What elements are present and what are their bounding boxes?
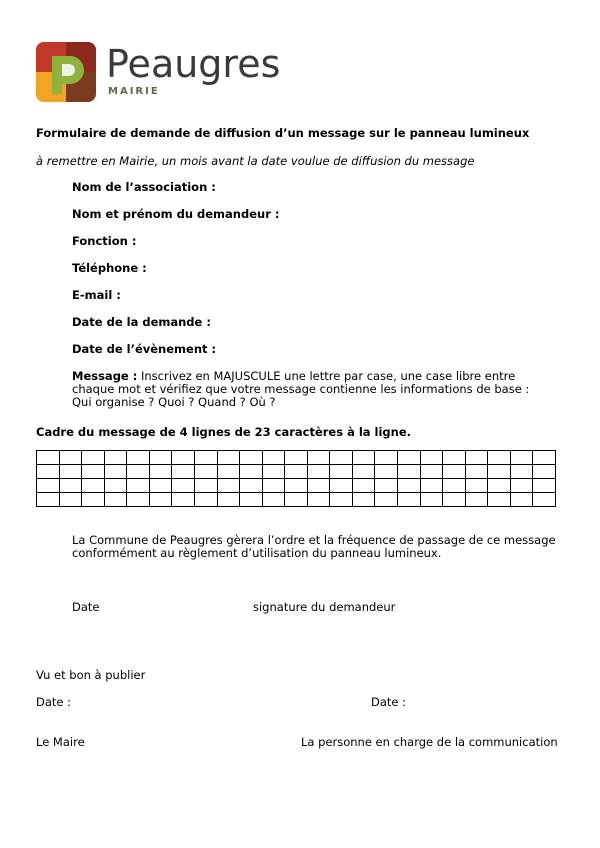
grid-cell[interactable]	[465, 465, 488, 479]
grid-cell[interactable]	[510, 493, 533, 507]
grid-cell[interactable]	[533, 465, 556, 479]
grid-cell[interactable]	[104, 493, 127, 507]
grid-cell[interactable]	[307, 493, 330, 507]
grid-cell[interactable]	[172, 451, 195, 465]
grid-cell[interactable]	[127, 465, 150, 479]
grid-cell[interactable]	[172, 493, 195, 507]
grid-cell[interactable]	[465, 493, 488, 507]
message-label: Message :	[72, 369, 138, 383]
grid-cell[interactable]	[37, 451, 60, 465]
signature-label: signature du demandeur	[253, 600, 396, 614]
grid-cell[interactable]	[375, 465, 398, 479]
mayor-label: Le Maire	[36, 735, 85, 749]
grid-cell[interactable]	[149, 465, 172, 479]
grid-cell[interactable]	[172, 479, 195, 493]
grid-cell[interactable]	[510, 479, 533, 493]
grid-cell[interactable]	[443, 451, 466, 465]
grid-cell[interactable]	[398, 451, 421, 465]
grid-cell[interactable]	[127, 451, 150, 465]
grid-cell[interactable]	[375, 493, 398, 507]
grid-cell[interactable]	[420, 479, 443, 493]
grid-cell[interactable]	[307, 465, 330, 479]
approval-label: Vu et bon à publier	[36, 668, 146, 682]
grid-cell[interactable]	[533, 479, 556, 493]
grid-cell[interactable]	[420, 493, 443, 507]
grid-cell[interactable]	[285, 465, 308, 479]
brand-name: Peaugres	[106, 42, 281, 86]
field-request-date: Date de la demande :	[72, 315, 211, 329]
form-subtitle: à remettre en Mairie, un mois avant la date voulue de diffusion du message	[36, 154, 475, 168]
grid-cell[interactable]	[149, 493, 172, 507]
grid-cell[interactable]	[217, 451, 240, 465]
grid-cell[interactable]	[533, 451, 556, 465]
field-phone: Téléphone :	[72, 261, 147, 275]
grid-cell[interactable]	[352, 479, 375, 493]
grid-cell[interactable]	[217, 493, 240, 507]
grid-cell[interactable]	[104, 451, 127, 465]
field-function: Fonction :	[72, 234, 137, 248]
grid-cell[interactable]	[217, 465, 240, 479]
grid-cell[interactable]	[352, 493, 375, 507]
grid-row	[37, 493, 556, 507]
grid-cell[interactable]	[172, 465, 195, 479]
grid-cell[interactable]	[240, 479, 263, 493]
grid-row	[37, 479, 556, 493]
grid-cell[interactable]	[149, 479, 172, 493]
grid-cell[interactable]	[194, 465, 217, 479]
commune-note: La Commune de Peaugres gèrera l’ordre et la fréquence de passage de ce message conformément au règlement d’utilisation du panneau lumineux.	[72, 533, 556, 560]
form-title: Formulaire de demande de diffusion d’un message sur le panneau lumineux	[36, 126, 530, 140]
grid-cell[interactable]	[240, 451, 263, 465]
field-email: E-mail :	[72, 288, 121, 302]
message-grid[interactable]	[36, 450, 556, 507]
field-event-date: Date de l’évènement :	[72, 342, 217, 356]
field-requester-name: Nom et prénom du demandeur :	[72, 207, 280, 221]
grid-cell[interactable]	[262, 479, 285, 493]
grid-cell[interactable]	[37, 465, 60, 479]
brand-subtitle: MAIRIE	[108, 86, 160, 97]
grid-cell[interactable]	[420, 451, 443, 465]
grid-row	[37, 465, 556, 479]
date-right-label: Date :	[371, 695, 407, 709]
grid-cell[interactable]	[352, 465, 375, 479]
grid-cell[interactable]	[82, 465, 105, 479]
grid-cell[interactable]	[352, 451, 375, 465]
grid-cell[interactable]	[330, 451, 353, 465]
grid-cell[interactable]	[443, 493, 466, 507]
grid-cell[interactable]	[240, 465, 263, 479]
grid-cell[interactable]	[240, 493, 263, 507]
grid-cell[interactable]	[127, 493, 150, 507]
grid-cell[interactable]	[307, 479, 330, 493]
grid-cell[interactable]	[510, 465, 533, 479]
grid-cell[interactable]	[262, 493, 285, 507]
grid-cell[interactable]	[59, 493, 82, 507]
grid-cell[interactable]	[82, 451, 105, 465]
grid-cell[interactable]	[510, 451, 533, 465]
grid-cell[interactable]	[37, 493, 60, 507]
grid-cell[interactable]	[59, 465, 82, 479]
grid-cell[interactable]	[398, 493, 421, 507]
grid-cell[interactable]	[82, 479, 105, 493]
grid-cell[interactable]	[285, 479, 308, 493]
grid-cell[interactable]	[330, 479, 353, 493]
grid-cell[interactable]	[488, 479, 511, 493]
date-left-label: Date :	[36, 695, 72, 709]
grid-cell[interactable]	[194, 493, 217, 507]
grid-cell[interactable]	[488, 451, 511, 465]
message-text: Inscrivez en MAJUSCULE une lettre par case, une case libre entre chaque mot et vérifiez que votre message contienne les informations de base :	[72, 369, 530, 396]
field-association: Nom de l’association :	[72, 180, 216, 194]
grid-cell[interactable]	[465, 479, 488, 493]
grid-cell[interactable]	[375, 479, 398, 493]
grid-cell[interactable]	[217, 479, 240, 493]
grid-cell[interactable]	[82, 493, 105, 507]
grid-cell[interactable]	[285, 493, 308, 507]
grid-cell[interactable]	[104, 479, 127, 493]
grid-cell[interactable]	[307, 451, 330, 465]
communication-person-label: La personne en charge de la communication	[301, 735, 558, 749]
grid-cell[interactable]	[420, 465, 443, 479]
grid-cell[interactable]	[59, 479, 82, 493]
grid-cell[interactable]	[465, 451, 488, 465]
grid-cell[interactable]	[443, 465, 466, 479]
grid-cell[interactable]	[285, 451, 308, 465]
grid-cell[interactable]	[37, 479, 60, 493]
message-questions: Qui organise ? Quoi ? Quand ? Où ?	[72, 395, 276, 409]
grid-cell[interactable]	[375, 451, 398, 465]
grid-cell[interactable]	[488, 465, 511, 479]
grid-cell[interactable]	[194, 479, 217, 493]
grid-cell[interactable]	[59, 451, 82, 465]
grid-title: Cadre du message de 4 lignes de 23 caractères à la ligne.	[36, 425, 412, 439]
date-label: Date	[72, 600, 100, 614]
peaugres-logo	[36, 42, 96, 102]
grid-cell[interactable]	[262, 451, 285, 465]
grid-cell[interactable]	[398, 479, 421, 493]
grid-cell[interactable]	[488, 493, 511, 507]
grid-cell[interactable]	[104, 465, 127, 479]
grid-cell[interactable]	[330, 493, 353, 507]
grid-cell[interactable]	[443, 479, 466, 493]
grid-row	[37, 451, 556, 465]
grid-cell[interactable]	[127, 479, 150, 493]
grid-cell[interactable]	[194, 451, 217, 465]
grid-cell[interactable]	[149, 451, 172, 465]
grid-cell[interactable]	[533, 493, 556, 507]
grid-cell[interactable]	[262, 465, 285, 479]
grid-cell[interactable]	[398, 465, 421, 479]
message-instructions	[72, 370, 558, 409]
grid-cell[interactable]	[330, 465, 353, 479]
